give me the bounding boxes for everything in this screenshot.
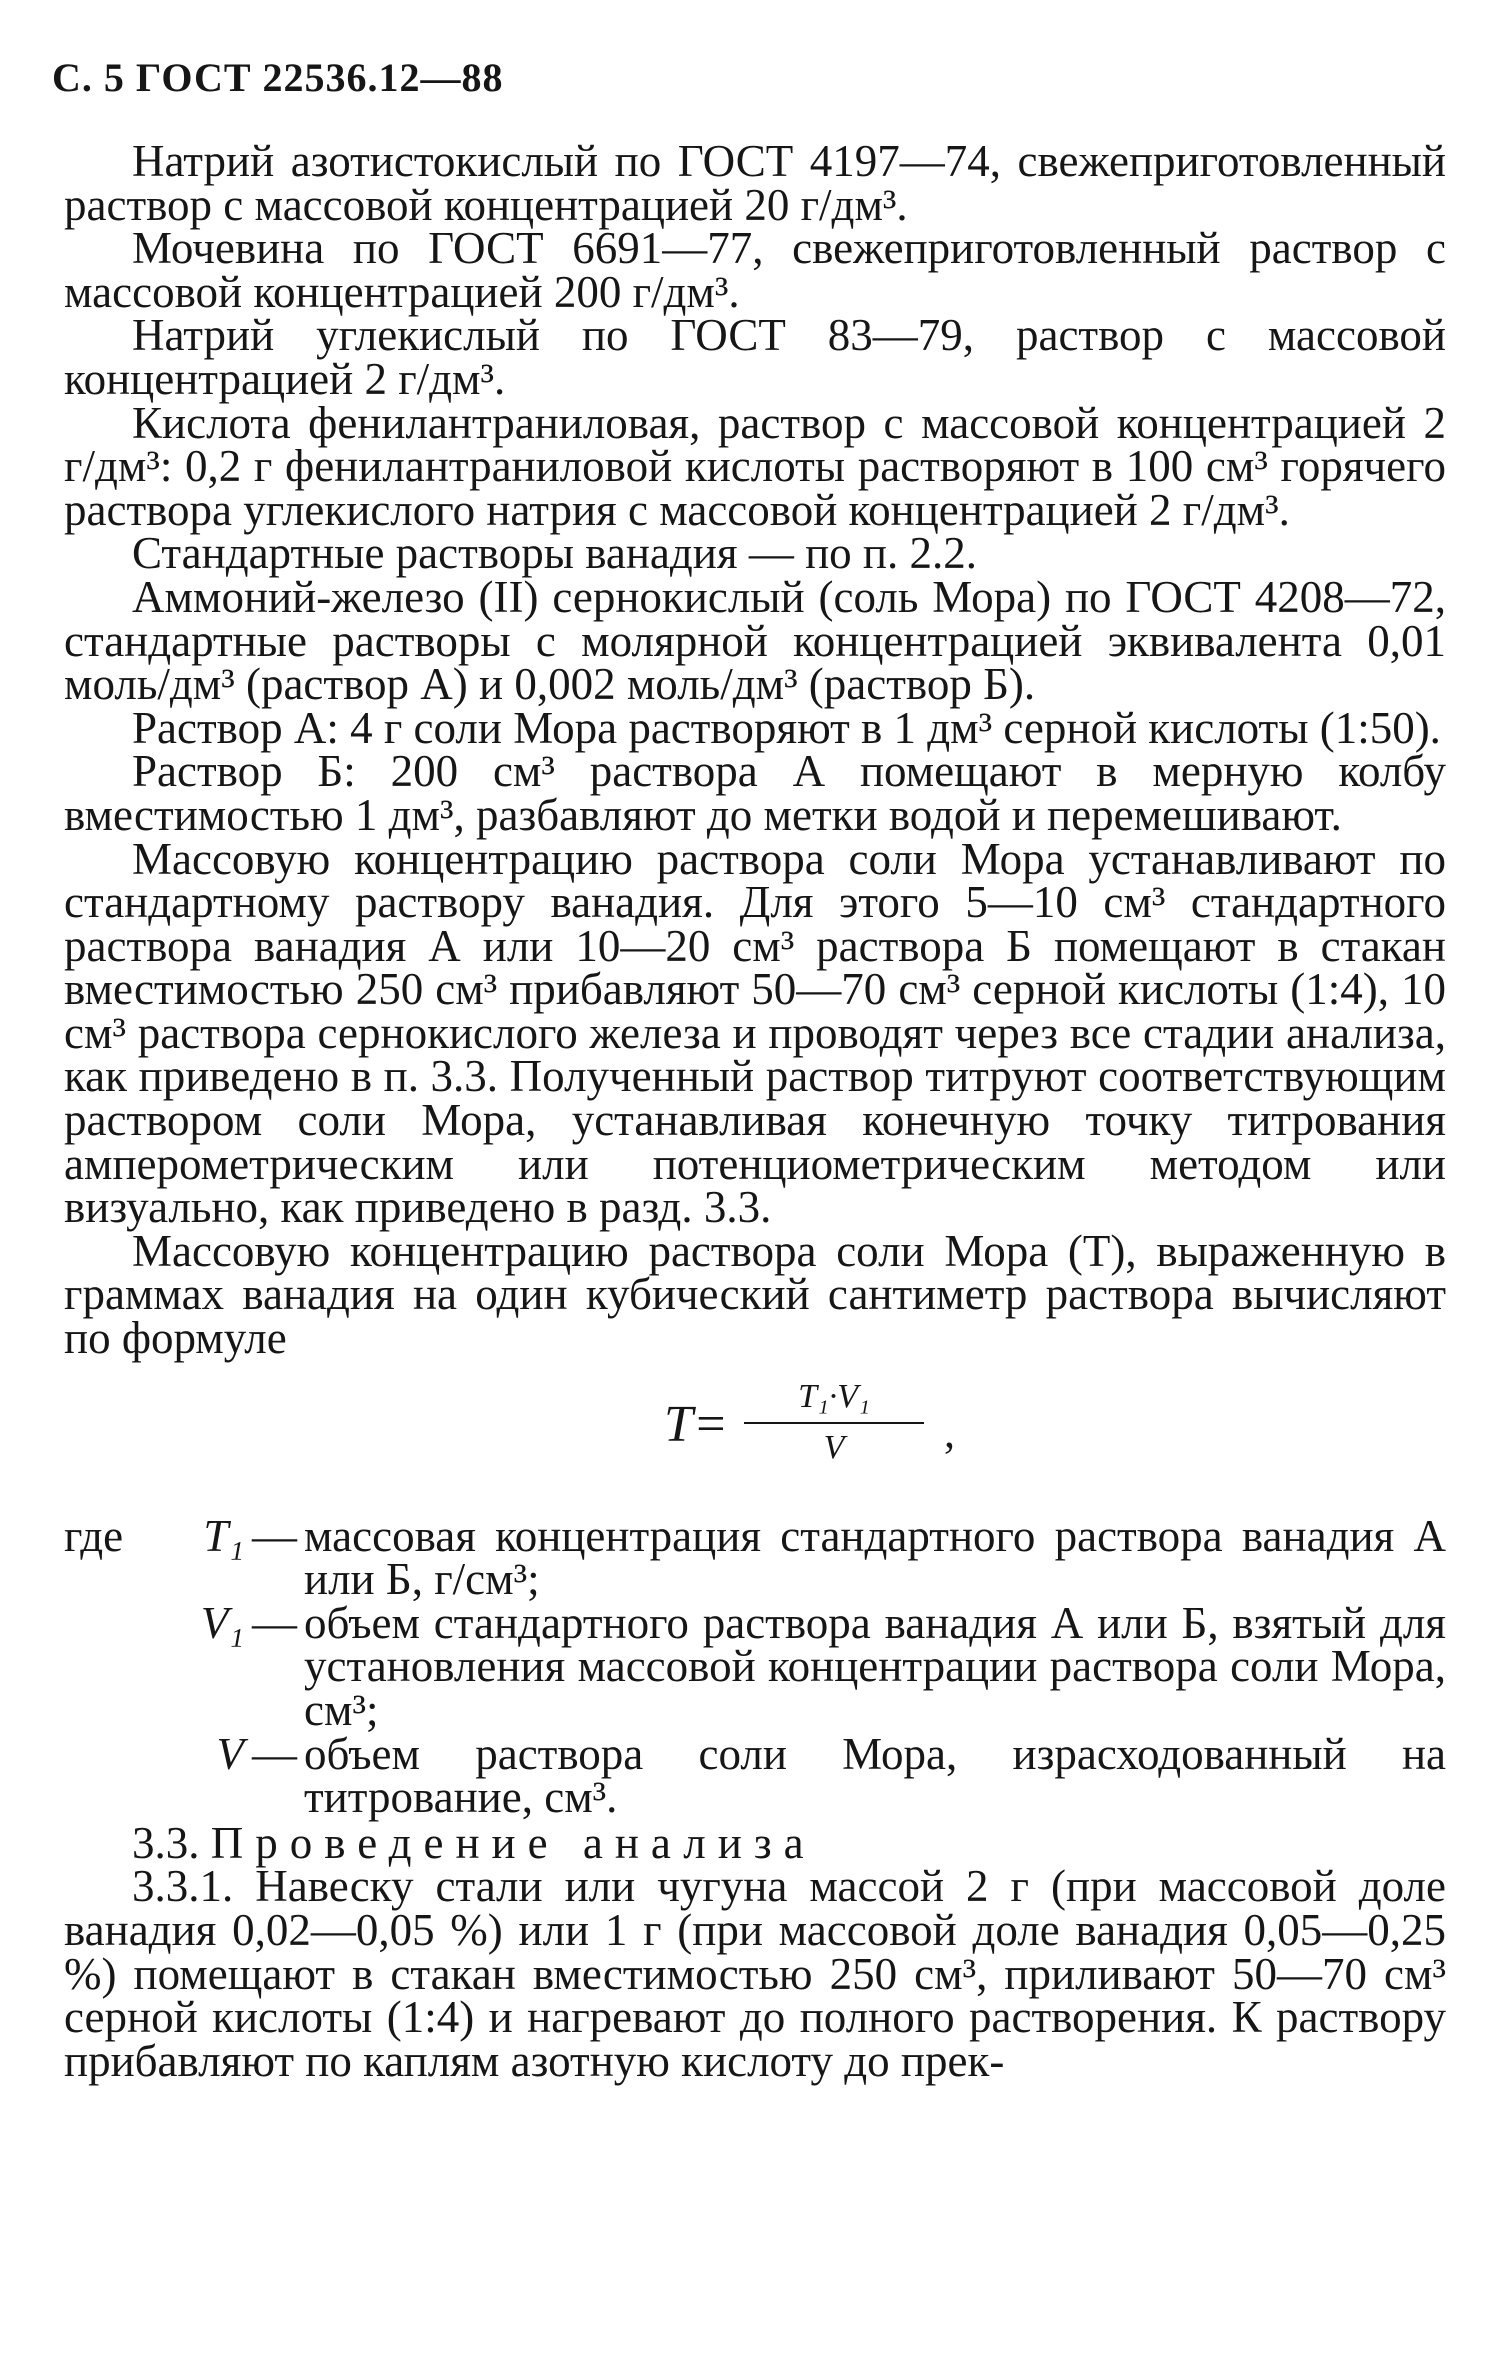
formula-numerator: T₁·V₁ — [798, 1377, 870, 1415]
definition-text: объем раствора соли Мора, израсходованный на титрование, см³. — [304, 1728, 1446, 1823]
definition-item — [64, 1597, 1446, 1735]
formula-trailing-comma: , — [944, 1407, 955, 1457]
definition-dash: — — [252, 1597, 297, 1648]
definition-dash: — — [252, 1728, 297, 1779]
paragraph: Кислота фенилантраниловая, раствор с массовой концентрацией 2 г/дм³: 0,2 г фенилантраниловой кислоты растворяют в 100 см³ горячего раствора углекислого натрия с массовой концентрацией 2 г/дм³. — [64, 397, 1446, 535]
section-number: 3.3. — [132, 1817, 200, 1868]
formula-fraction — [744, 1375, 924, 1470]
definition-item — [64, 1728, 1446, 1823]
definition-symbol: T₁ — [203, 1510, 244, 1561]
formula — [64, 1367, 1446, 1507]
paragraph: Мочевина по ГОСТ 6691—77, свежеприготовленный раствор с массовой концентрацией 200 г/дм³. — [64, 223, 1446, 317]
paragraph: Массовую концентрацию раствора соли Мора (T), выраженную в граммах ванадия на один кубический сантиметр раствора вычисляют по формуле — [64, 1225, 1446, 1364]
definition-dash: — — [252, 1510, 297, 1561]
definitions-list — [64, 1510, 1446, 1823]
section-title: Проведение анализа — [210, 1817, 816, 1868]
formula-lhs: T= — [664, 1395, 729, 1453]
paragraph: Стандартные растворы ванадия — по п. 2.2. — [132, 528, 977, 579]
paragraph: Массовую концентрацию раствора соли Мора устанавливают по стандартному раствору ванадия. Для этого 5—10 см³ стандартного раствора ванадия А или 10—20 см³ раствора Б помещают в стакан вместимостью 250 см³ прибавляют 50—70 см³ серной кислоты (1:4), 10 см³ раствора сернокислого железа и проводят через все стадии анализа, как приведено в п. 3.3. Полученный раствор титруют соответствующим раствором соли Мора, устанавливая конечную точку титрования амперометрическим или потенциометрическим методом или визуально, как приведено в разд. 3.3. — [64, 833, 1446, 1233]
definition-symbol: V — [216, 1728, 244, 1779]
definition-item — [64, 1510, 1446, 1605]
definitions-lead: где — [64, 1510, 124, 1561]
paragraph: Натрий азотистокислый по ГОСТ 4197—74, свежеприготовленный раствор с массовой концентрацией 20 г/дм³. — [64, 136, 1446, 230]
section-heading — [64, 1817, 1446, 1868]
paragraph: Аммоний-железо (II) сернокислый (соль Мора) по ГОСТ 4208—72, стандартные растворы с молярной концентрацией эквивалента 0,01 моль/дм³ (раствор А) и 0,002 моль/дм³ (раствор Б). — [64, 571, 1446, 710]
paragraph: 3.3.1. Навеску стали или чугуна массой 2 г (при массовой доле ванадия 0,02—0,05 %) или 1 г (при массовой доле ванадия 0,05—0,25 %) помещают в стакан вместимостью 250 см³, приливают 50—70 см³ серной кислоты (1:4) и нагревают до полного растворения. К раствору прибавляют по каплям азотную кислоту до прек- — [64, 1861, 1446, 2086]
paragraph: Раствор А: 4 г соли Мора растворяют в 1 дм³ серной кислоты (1:50). — [132, 702, 1441, 753]
definition-text: массовая концентрация стандартного раствора ванадия А или Б, г/см³; — [304, 1510, 1446, 1605]
paragraph: Раствор Б: 200 см³ раствора А помещают в мерную колбу вместимостью 1 дм³, разбавляют до метки водой и перемешивают. — [64, 746, 1446, 840]
document-body — [64, 136, 1446, 2086]
definition-text: объем стандартного раствора ванадия А или Б, взятый для установления массовой концентрации раствора соли Мора, см³; — [304, 1597, 1446, 1735]
page-header: С. 5 ГОСТ 22536.12—88 — [52, 55, 504, 100]
formula-denominator: V — [823, 1429, 845, 1467]
definition-symbol: V₁ — [200, 1597, 244, 1648]
paragraph: Натрий углекислый по ГОСТ 83—79, раствор с массовой концентрацией 2 г/дм³. — [64, 310, 1446, 404]
